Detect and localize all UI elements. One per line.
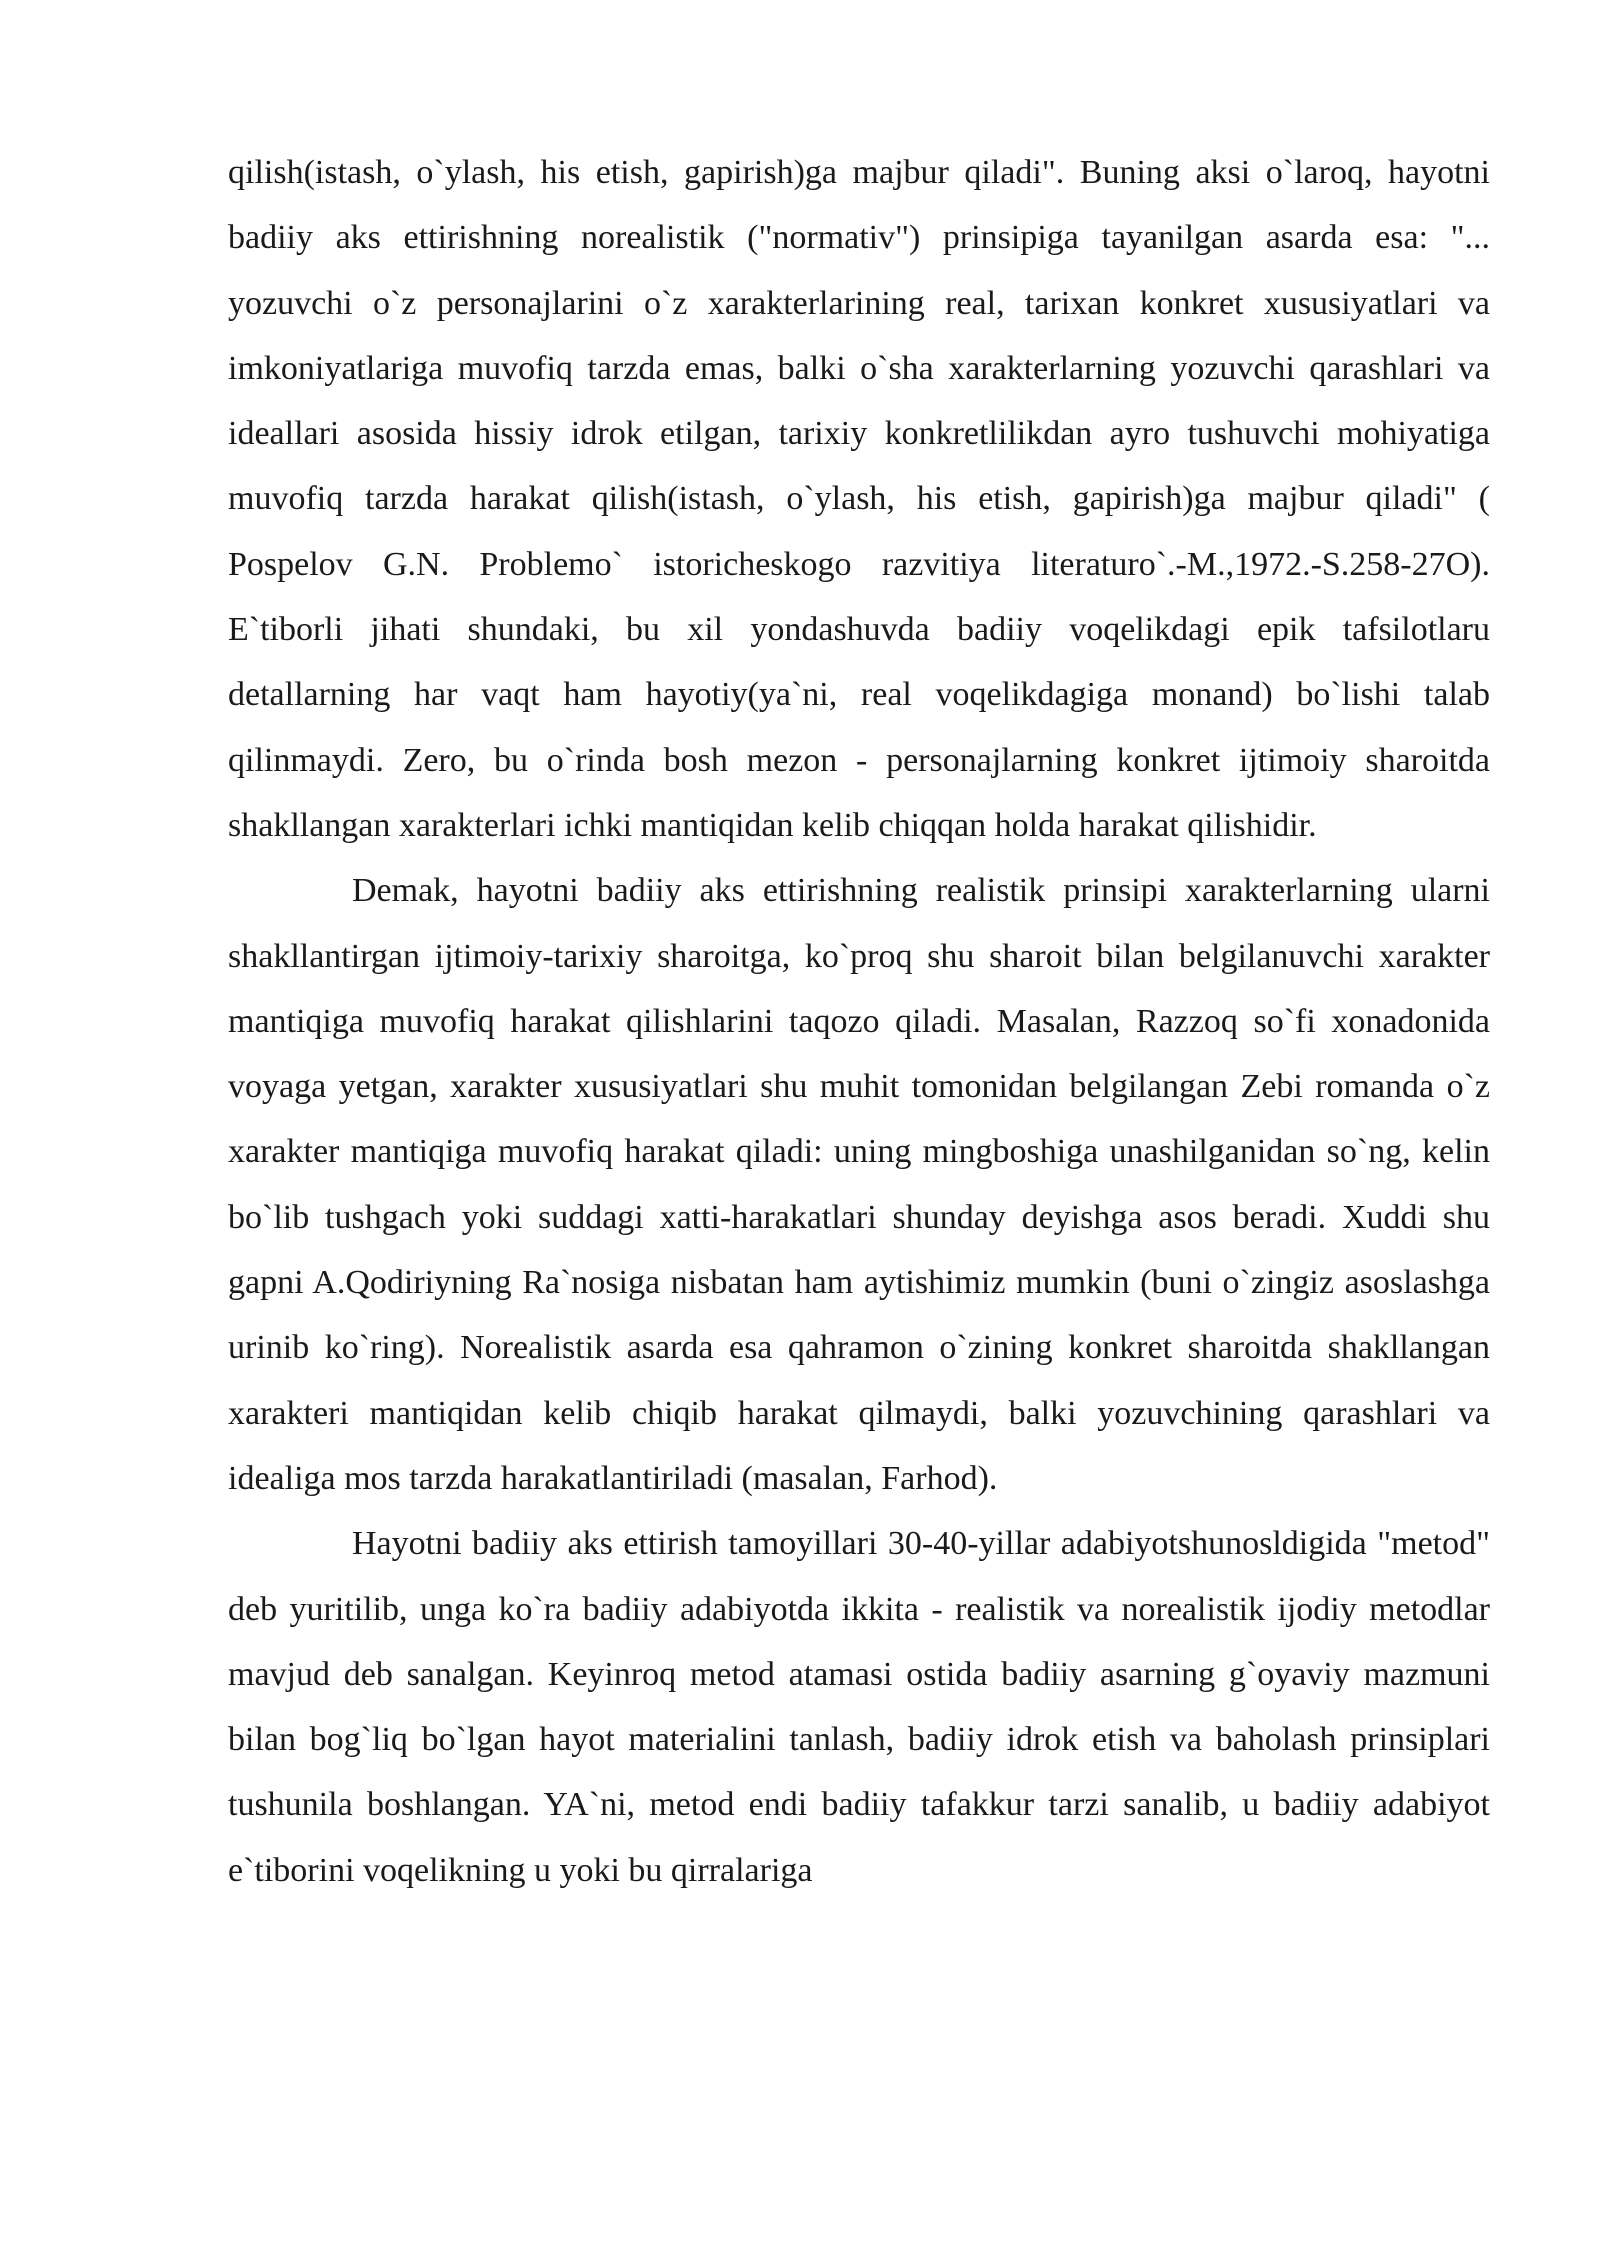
paragraph-2: Demak, hayotni badiiy aks ettirishning realistik prinsipi xarakterlarning ularni shakllantirgan ijtimoiy-tarixiy sharoitga, ko`proq shu sharoit bilan belgilanuvchi xarakter mantiqiga muvofiq harakat qilishlarini taqozo qiladi. Masalan, Razzoq so`fi xonadonida voyaga yetgan, xarakter xususiyatlari shu muhit tomonidan belgilangan Zebi romanda o`z xarakter mantiqiga muvofiq harakat qiladi: uning mingboshiga unashilganidan so`ng, kelin bo`lib tushgach yoki suddagi xatti-harakatlari shunday deyishga asos beradi. Xuddi shu gapni A.Qodiriyning Ra`nosiga nisbatan ham aytishimiz mumkin (buni o`zingiz asoslashga urinib ko`ring). Norealistik asarda esa qahramon o`zining konkret sharoitda shakllangan xarakteri mantiqidan kelib chiqib harakat qilmaydi, balki yozuvchining qarashlari va idealiga mos tarzda harakatlantiriladi (masalan, Farhod). <box>228 872 1490 1497</box>
paragraph-3: Hayotni badiiy aks ettirish tamoyillari 30-40-yillar adabiyotshunosldigida "metod" deb yuritilib, unga ko`ra badiiy adabiyotda ikkita - realistik va norealistik ijodiy metodlar mavjud deb sanalgan. Keyinroq metod atamasi ostida badiiy asarning g`oyaviy mazmuni bilan bog`liq bo`lgan hayot materialini tanlash, badiiy idrok etish va baholash prinsiplari tushunila boshlangan. YA`ni, metod endi badiiy tafakkur tarzi sanalib, u badiiy adabiyot e`tiborini voqelikning u yoki bu qirralariga <box>228 1525 1490 1889</box>
document-page <box>228 140 1490 1903</box>
paragraph-1: qilish(istash, o`ylash, his etish, gapirish)ga majbur qiladi". Buning aksi o`laroq, hayotni badiiy aks ettirishning norealistik ("normativ") prinsipiga tayanilgan asarda esa: "... yozuvchi o`z personajlarini o`z xarakterlarining real, tarixan konkret xususiyatlari va imkoniyatlariga muvofiq tarzda emas, balki o`sha xarakterlarning yozuvchi qarashlari va ideallari asosida hissiy idrok etilgan, tarixiy konkretlilikdan ayro tushuvchi mohiyatiga muvofiq tarzda harakat qilish(istash, o`ylash, his etish, gapirish)ga majbur qiladi" ( Pospelov G.N. Problemo` istoricheskogo razvitiya literaturo`.-M.,1972.-S.258-27O). E`tiborli jihati shundaki, bu xil yondashuvda badiiy voqelikdagi epik tafsilotlaru detallarning har vaqt ham hayotiy(ya`ni, real voqelikdagiga monand) bo`lishi talab qilinmaydi. Zero, bu o`rinda bosh mezon - personajlarning konkret ijtimoiy sharoitda shakllangan xarakterlari ichki mantiqidan kelib chiqqan holda harakat qilishidir. <box>228 154 1490 844</box>
